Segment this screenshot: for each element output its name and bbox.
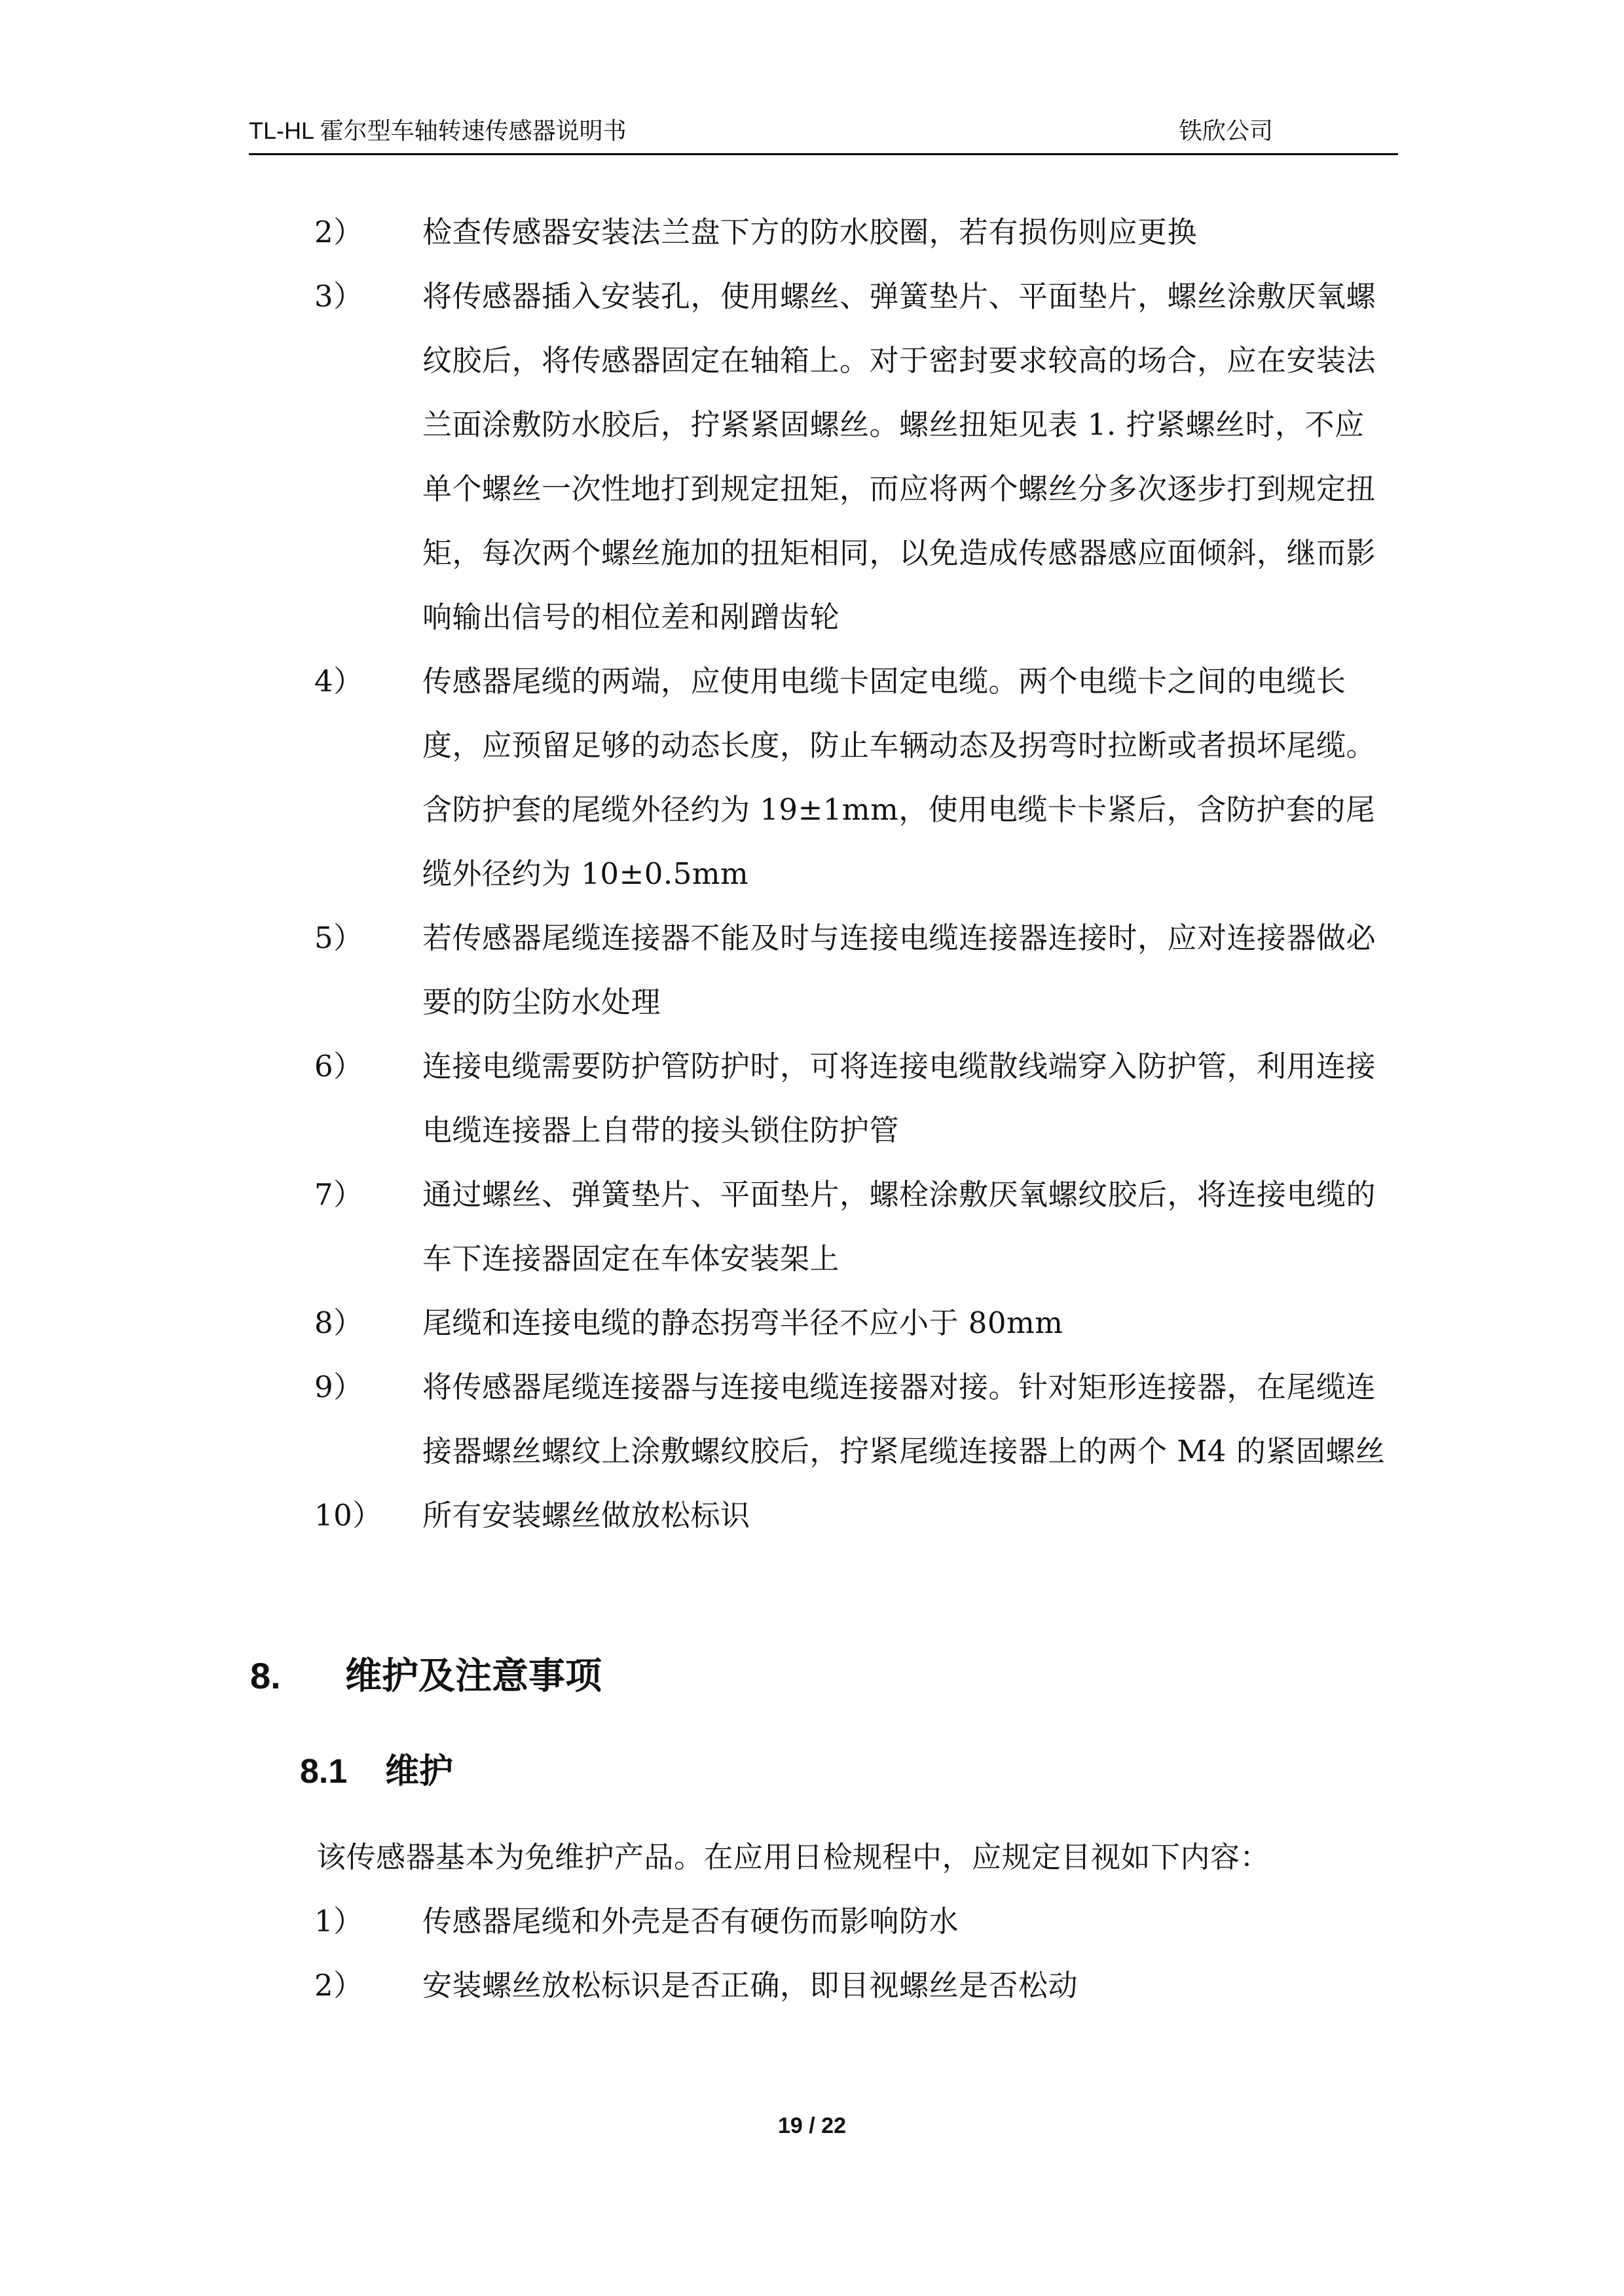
list-item-number: 8） xyxy=(314,1305,363,1340)
list-item-number: 4） xyxy=(314,664,363,699)
list-item-text: 检查传感器安装法兰盘下方的防水胶圈，若有损伤则应更换 xyxy=(422,215,1198,249)
list-item-number: 9） xyxy=(314,1370,363,1404)
list-item-text: 传感器尾缆和外壳是否有硬伤而影响防水 xyxy=(422,1904,959,1939)
list-item-number: 2） xyxy=(314,215,363,249)
list-item-text: 安装螺丝放松标识是否正确，即目视螺丝是否松动 xyxy=(422,1968,1079,2003)
list-item-number: 1） xyxy=(314,1904,363,1939)
installation-steps-list xyxy=(249,200,1401,1548)
list-item xyxy=(249,1034,1401,1163)
maintenance-items-list xyxy=(249,1889,1401,2018)
list-item xyxy=(249,1484,1401,1548)
list-item-number: 5） xyxy=(314,920,363,955)
maintenance-intro: 该传感器基本为免维护产品。在应用日检规程中，应规定目视如下内容： xyxy=(316,1840,1270,1874)
list-item-number: 7） xyxy=(314,1177,363,1212)
list-item xyxy=(249,649,1401,906)
section-number: 8. xyxy=(250,1655,281,1696)
list-item xyxy=(249,906,1401,1034)
list-item xyxy=(249,1889,1401,1954)
subsection-heading xyxy=(300,1747,453,1796)
section-title: 维护及注意事项 xyxy=(345,1655,602,1696)
list-item xyxy=(249,1355,1401,1484)
list-item-text: 传感器尾缆的两端，应使用电缆卡固定电缆。两个电缆卡之间的电缆长度，应预留足够的动态长度，防止车辆动态及拐弯时拉断或者损坏尾缆。含防护套的尾缆外径约为 19±1mm，使用电缆卡卡紧后，含防护套的尾缆外径约为 10±0.5mm xyxy=(422,664,1376,891)
list-item-text: 连接电缆需要防护管防护时，可将连接电缆散线端穿入防护管，利用连接电缆连接器上自带的接头锁住防护管 xyxy=(422,1049,1376,1148)
list-item-number: 10） xyxy=(314,1498,382,1533)
list-item xyxy=(249,1954,1401,2018)
list-item xyxy=(249,264,1401,649)
list-item-text: 将传感器尾缆连接器与连接电缆连接器对接。针对矩形连接器，在尾缆连接器螺丝螺纹上涂敷螺纹胶后，拧紧尾缆连接器上的两个 M4 的紧固螺丝 xyxy=(422,1370,1386,1468)
list-item-text: 将传感器插入安装孔，使用螺丝、弹簧垫片、平面垫片，螺丝涂敷厌氧螺纹胶后，将传感器固定在轴箱上。对于密封要求较高的场合，应在安装法兰面涂敷防水胶后，拧紧紧固螺丝。螺丝扭矩见表 1. 拧紧螺丝时，不应单个螺丝一次性地打到规定扭矩，而应将两个螺丝分多次逐步打到规定扭矩，每次两个螺丝施加的扭矩相同，以免造成传感器感应面倾斜，继而影响输出信号的相位差和剐蹭齿轮 xyxy=(422,279,1376,634)
list-item-number: 6） xyxy=(314,1049,363,1084)
list-item-text: 通过螺丝、弹簧垫片、平面垫片，螺栓涂敷厌氧螺纹胶后，将连接电缆的车下连接器固定在车体安装架上 xyxy=(422,1177,1376,1276)
page-number: 19 / 22 xyxy=(778,2113,846,2138)
list-item xyxy=(249,200,1401,264)
list-item xyxy=(249,1291,1401,1355)
list-item-text: 若传感器尾缆连接器不能及时与连接电缆连接器连接时，应对连接器做必要的防尘防水处理 xyxy=(422,920,1376,1019)
section-heading xyxy=(250,1650,602,1702)
company-name: 铁欣公司 xyxy=(1179,117,1274,144)
page-header xyxy=(249,115,1398,155)
list-item-number: 3） xyxy=(314,279,363,314)
list-item-text: 所有安装螺丝做放松标识 xyxy=(422,1498,750,1533)
list-item xyxy=(249,1163,1401,1291)
list-item-text: 尾缆和连接电缆的静态拐弯半径不应小于 80mm xyxy=(422,1305,1063,1340)
subsection-number: 8.1 xyxy=(300,1753,348,1791)
document-title: TL-HL 霍尔型车轴转速传感器说明书 xyxy=(249,117,627,144)
subsection-title: 维护 xyxy=(385,1753,454,1791)
list-item-number: 2） xyxy=(314,1968,363,2003)
